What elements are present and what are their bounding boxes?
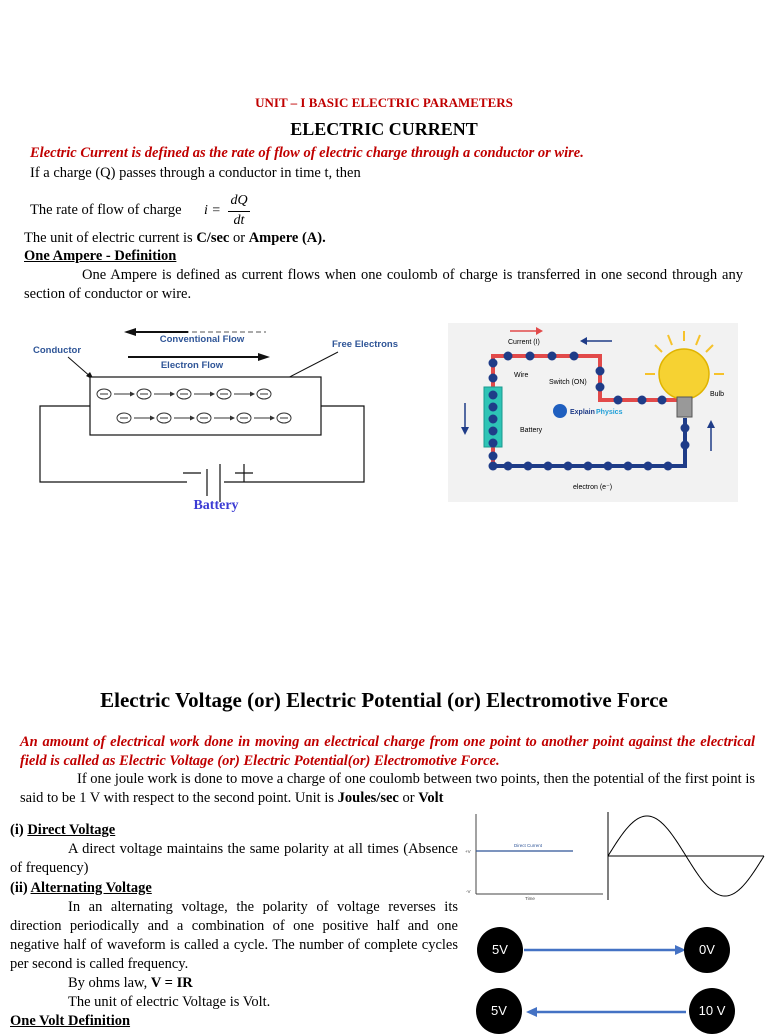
electron-dot-icon — [644, 462, 653, 471]
bulb-glass-icon — [659, 349, 709, 399]
electron-dot-icon — [664, 462, 673, 471]
direct-current-label: Direct Current — [513, 843, 543, 848]
section-title-electric-current: ELECTRIC CURRENT — [290, 119, 478, 139]
formula-lhs: i = — [204, 203, 221, 218]
electron-dot-icon — [489, 374, 498, 383]
bulb-circuit-diagram — [448, 323, 738, 502]
electron-dot-icon — [658, 396, 667, 405]
y-neg-label: -V — [466, 889, 471, 894]
formula-denominator: dt — [233, 213, 245, 228]
arrow-left-icon — [526, 1007, 537, 1017]
electron-flow-label: Electron Flow — [160, 360, 224, 371]
electron-dot-icon — [596, 383, 605, 392]
explain-physics-logo-icon — [553, 404, 567, 418]
electron-dot-icon — [489, 391, 498, 400]
electron-dot-icon — [604, 462, 613, 471]
current-intro: If a charge (Q) passes through a conductor in time t, then — [30, 165, 361, 181]
unit-or: or — [229, 230, 249, 246]
conventional-flow-label: Conventional Flow — [159, 334, 245, 345]
ac-text: In an alternating voltage, the polarity of voltage reverses its direction periodically and a combination of one positive half and one negative half of waveform is called a cycle. The number of complete cycles per second is called frequency. — [10, 899, 458, 972]
node-0v: 0V — [684, 927, 730, 973]
unit-ampere: Ampere (A). — [248, 230, 326, 246]
electron-dot-icon — [489, 439, 498, 448]
time-label: Time — [525, 896, 535, 901]
electron-dot-icon — [489, 452, 498, 461]
current-label: Current (I) — [508, 339, 540, 346]
brand2-label: Physics — [596, 409, 623, 416]
bulb-base-icon — [677, 397, 692, 417]
electron-dot-icon — [681, 441, 690, 450]
electron-dot-icon — [584, 462, 593, 471]
conventional-flow-arrow-icon — [124, 328, 136, 336]
alternating-voltage-graph — [606, 810, 766, 903]
voltage-unit-line: The unit of electric Voltage is Volt. — [68, 994, 271, 1010]
electron-dot-icon — [489, 462, 498, 471]
ohms-law-equation: V = IR — [150, 975, 193, 991]
electron-dot-icon — [489, 403, 498, 412]
ohms-law-line — [68, 974, 193, 993]
voltage-para-text: If one joule work is done to move a charge of one coulomb between two points, then the potential of the first point is said to be 1 V with respect to the second point. Unit is — [20, 771, 755, 806]
current-unit-line — [24, 229, 326, 248]
voltage-unit-joules: Joules/sec — [337, 790, 399, 806]
bulb-label: Bulb — [710, 391, 725, 398]
electron-dot-icon — [544, 462, 553, 471]
electron-label: electron (e⁻) — [573, 484, 613, 491]
electron-dot-icon — [504, 462, 513, 471]
dc-text: A direct voltage maintains the same polarity at all times (Absence of frequency) — [10, 841, 458, 876]
electron-dot-icon — [624, 462, 633, 471]
ac-heading — [10, 879, 152, 898]
voltage-title: Electric Voltage (or) Electric Potential (or) Electromotive Force — [100, 688, 668, 712]
brand-label: Explain — [570, 409, 595, 416]
one-volt-heading: One Volt Definition — [10, 1013, 131, 1029]
ohms-law-pre: By ohms law, — [68, 975, 151, 991]
ac-heading-text: Alternating Voltage — [30, 880, 152, 896]
y-pos-label: +V — [465, 849, 471, 854]
voltage-definition: An amount of electrical work done in moving an electrical charge from one point to another point against the electrical field is called as Electric Voltage (or) Electric Potential(or) Electromotive Force. — [20, 734, 755, 769]
electron-dot-icon — [504, 352, 513, 361]
rate-label: The rate of flow of charge — [30, 202, 182, 218]
unit-csec: C/sec — [196, 230, 230, 246]
voltage-unit-volt: Volt — [418, 790, 444, 806]
electron-dot-icon — [570, 352, 579, 361]
direct-current-graph — [460, 810, 605, 903]
conductor-label: Conductor — [33, 345, 82, 356]
formula-bar — [228, 211, 250, 212]
dc-heading-text: Direct Voltage — [27, 822, 116, 838]
battery-label: Battery — [193, 498, 239, 513]
electron-dot-icon — [489, 415, 498, 424]
conductor-bar — [90, 377, 321, 435]
electron-dot-icon — [548, 352, 557, 361]
electron-dot-icon — [596, 367, 605, 376]
current-definition: Electric Current is defined as the rate of flow of electric charge through a conductor or wire. — [30, 145, 584, 161]
battery-label-fig2: Battery — [520, 427, 543, 434]
electron-dot-icon — [638, 396, 647, 405]
electron-flow-arrow-icon — [258, 353, 270, 361]
electron-dot-icon — [564, 462, 573, 471]
switch-label: Switch (ON) — [549, 379, 587, 386]
node-5v-a: 5V — [477, 927, 523, 973]
electron-dot-icon — [489, 427, 498, 436]
electron-dot-icon — [681, 424, 690, 433]
wire-label: Wire — [514, 372, 529, 379]
formula-numerator: dQ — [230, 193, 248, 208]
electron-dot-icon — [526, 352, 535, 361]
conductor-flow-diagram — [20, 322, 420, 517]
electron-dot-icon — [524, 462, 533, 471]
voltage-paragraph — [20, 770, 755, 808]
electron-dot-icon — [489, 359, 498, 368]
dc-heading — [10, 821, 115, 840]
electron-dot-icon — [614, 396, 623, 405]
voltage-unit-or: or — [398, 790, 419, 806]
dc-number: (i) — [10, 822, 28, 838]
ampere-text: One Ampere is defined as current flows when one coulomb of charge is transferred in one second through any section of conductor or wire. — [24, 267, 743, 302]
ampere-heading: One Ampere - Definition — [24, 248, 177, 264]
node-10v: 10 V — [689, 988, 735, 1034]
unit-pre: The unit of electric current is — [24, 230, 197, 246]
node-5v-b: 5V — [476, 988, 522, 1034]
ac-number: (ii) — [10, 880, 31, 896]
free-electrons-label: Free Electrons — [332, 339, 398, 350]
unit-title: UNIT – I BASIC ELECTRIC PARAMETERS — [255, 95, 513, 110]
